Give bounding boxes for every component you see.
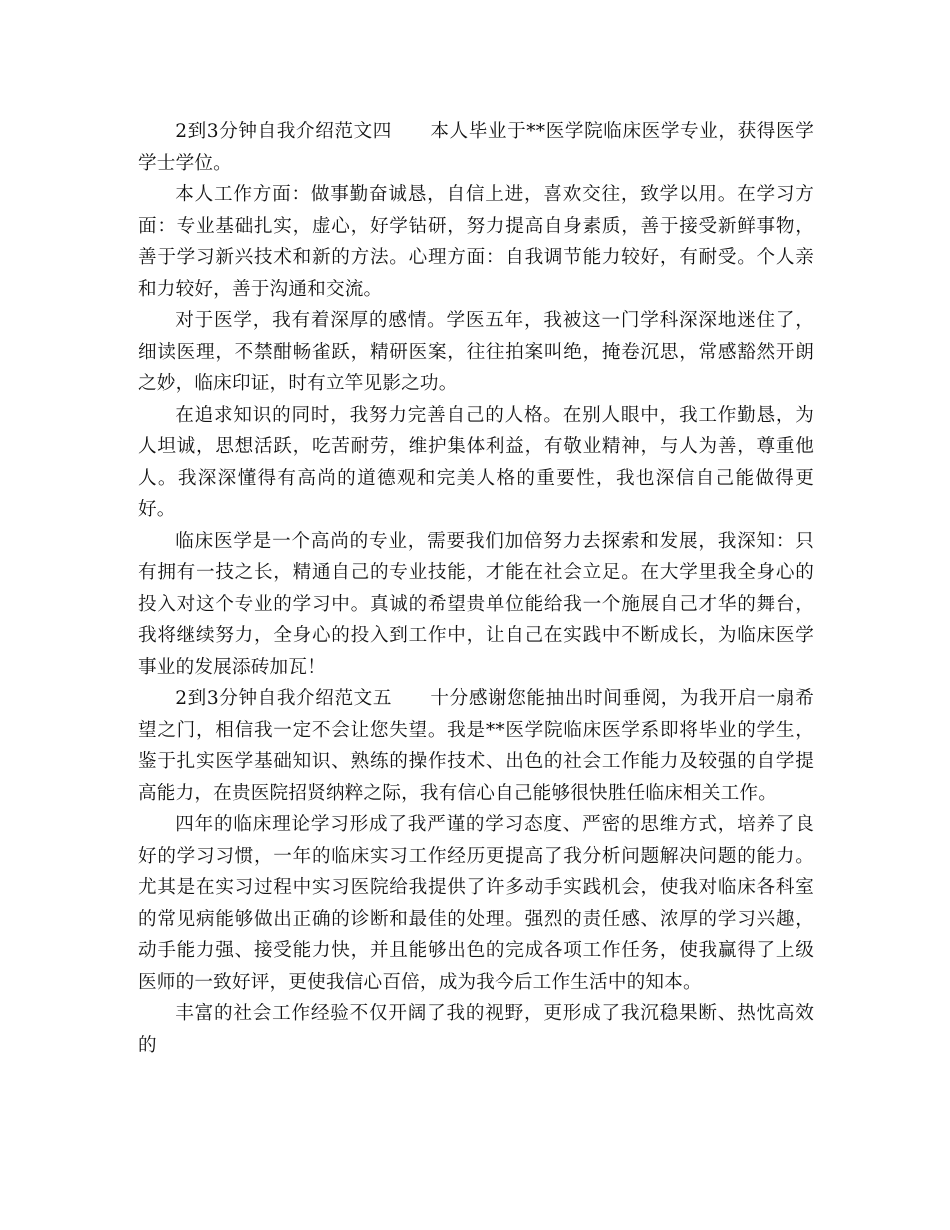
paragraph-work-aspects: 本人工作方面：做事勤奋诚恳，自信上进，喜欢交往，致学以用。在学习方面：专业基础扎实，虚心，好学钻研，努力提高自身素质，善于接受新鲜事物，善于学习新兴技术和新的方法。心理方面：自我调节能力较好，有耐受。个人亲和力较好，善于沟通和交流。 [138, 184, 814, 300]
paragraph-self-intro-five: 2到3分钟自我介绍范文五 十分感谢您能抽出时间垂阅，为我开启一扇希望之门，相信我一定不会让您失望。我是**医学院临床医学系即将毕业的学生，鉴于扎实医学基础知识、熟练的操作技术、出色的社会工作能力及较强的自学提高能力，在贵医院招贤纳粹之际，我有信心自己能够很快胜任临床相关工作。 [138, 688, 814, 804]
paragraph-four-years-study: 四年的临床理论学习形成了我严谨的学习态度、严密的思维方式，培养了良好的学习习惯，一年的临床实习工作经历更提高了我分析问题解决问题的能力。尤其是在实习过程中实习医院给我提供了许多动手实践机会，使我对临床各科室的常见病能够做出正确的诊断和最佳的处理。强烈的责任感、浓厚的学习兴趣，动手能力强、接受能力快，并且能够出色的完成各项工作任务，使我赢得了上级医师的一致好评，更使我信心百倍，成为我今后工作生活中的知本。 [138, 814, 814, 993]
paragraph-medicine-passion: 对于医学，我有着深厚的感情。学医五年，我被这一门学科深深地迷住了，细读医理，不禁酣畅雀跃，精研医案，往往拍案叫绝，掩卷沉思，常感豁然开朗之妙，临床印证，时有立竿见影之功。 [138, 310, 814, 394]
paragraph-social-experience: 丰富的社会工作经验不仅开阔了我的视野，更形成了我沉稳果断、热忱高效的 [138, 1003, 814, 1056]
document-body [138, 116, 814, 1061]
paragraph-self-intro-four: 2到3分钟自我介绍范文四 本人毕业于**医学院临床医学专业，获得医学学士学位。 [138, 121, 814, 174]
paragraph-clinical-medicine: 临床医学是一个高尚的专业，需要我们加倍努力去探索和发展，我深知：只有拥有一技之长，精通自己的专业技能，才能在社会立足。在大学里我全身心的投入对这个专业的学习中。真诚的希望贵单位能给我一个施展自己才华的舞台，我将继续努力，全身心的投入到工作中，让自己在实践中不断成长，为临床医学事业的发展添砖加瓦！ [138, 530, 814, 678]
paragraph-character: 在追求知识的同时，我努力完善自己的人格。在别人眼中，我工作勤恳，为人坦诚，思想活跃，吃苦耐劳，维护集体利益，有敬业精神，与人为善，尊重他人。我深深懂得有高尚的道德观和完美人格的重要性，我也深信自己能做得更好。 [138, 404, 814, 520]
